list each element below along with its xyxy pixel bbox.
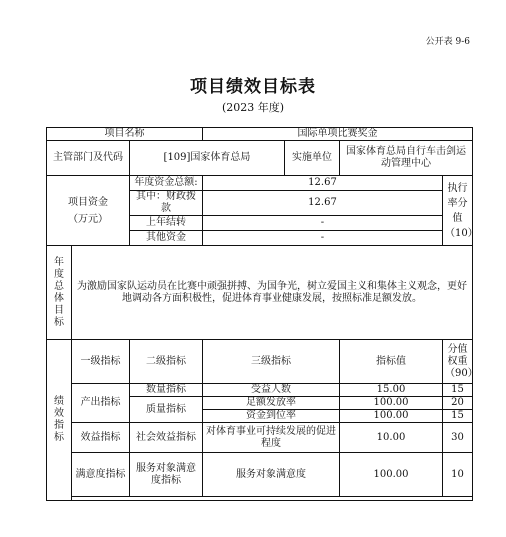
indicator-value: 15.00	[340, 384, 443, 397]
indicator-value: 100.00	[340, 453, 443, 497]
project-name-value: 国际单项比赛奖金	[203, 128, 473, 141]
funds-label: 项目资金 （万元）	[47, 176, 130, 246]
indicator-value: 100.00	[340, 410, 443, 423]
document-title: 项目绩效目标表	[190, 77, 316, 97]
table-bottom-strip	[72, 497, 473, 501]
header-weight: 分值权重 （90）	[443, 340, 473, 384]
execution-rate-label: 执行率分值 （10）	[443, 176, 473, 246]
annual-goal-text: 为激励国家队运动员在比赛中顽强拼搏、为国争光，树立爱国主义和集体主义观念，更好地调动各方面积极性，促进体育事业健康发展，按照标准足额发放。	[72, 246, 473, 340]
indicators-label: 绩 效 指 标	[47, 340, 72, 501]
funds-row-value: -	[203, 231, 443, 246]
header-level3: 三级指标	[203, 340, 340, 384]
indicator-weight: 15	[443, 410, 473, 423]
indicator-item: 资金到位率	[203, 410, 340, 423]
benefit-indicator-label: 效益指标	[72, 423, 130, 453]
indicator-weight: 15	[443, 384, 473, 397]
unit-value: 国家体育总局自行车击剑运动管理中心	[340, 141, 473, 176]
social-benefit-label: 社会效益指标	[130, 423, 203, 453]
performance-table	[46, 127, 478, 501]
funds-row-label: 上年结转	[130, 216, 203, 231]
header-level1: 一级指标	[72, 340, 130, 384]
quality-indicator-label: 质量指标	[130, 397, 203, 423]
funds-row-value: 12.67	[203, 191, 443, 216]
indicator-weight: 10	[443, 453, 473, 497]
funds-row-label: 其他资金	[130, 231, 203, 246]
indicator-weight: 20	[443, 397, 473, 410]
funds-row-label: 其中：财政拨款	[130, 191, 203, 216]
satisfaction-indicator-label: 满意度指标	[72, 453, 130, 497]
funds-row-label: 年度资金总额:	[130, 176, 203, 191]
funds-row-value: 12.67	[203, 176, 443, 191]
indicator-value: 100.00	[340, 397, 443, 410]
output-indicator-label: 产出指标	[72, 384, 130, 423]
service-satisfaction-label: 服务对象满意度指标	[130, 453, 203, 497]
page-code: 公开表 9-6	[425, 37, 470, 47]
unit-label: 实施单位	[285, 141, 340, 176]
indicator-item: 对体育事业可持续发展的促进程度	[203, 423, 340, 453]
document-year: (2023 年度)	[221, 101, 285, 114]
quantity-indicator-label: 数量指标	[130, 384, 203, 397]
dept-value: [109]国家体育总局	[130, 141, 285, 176]
indicator-value: 10.00	[340, 423, 443, 453]
dept-label: 主管部门及代码	[47, 141, 130, 176]
indicator-weight: 30	[443, 423, 473, 453]
annual-goal-label: 年 度 总 体 目 标	[47, 246, 72, 340]
funds-row-value: -	[203, 216, 443, 231]
project-name-label: 项目名称	[47, 128, 203, 141]
header-value: 指标值	[340, 340, 443, 384]
header-level2: 二级指标	[130, 340, 203, 384]
indicator-item: 受益人数	[203, 384, 340, 397]
indicator-item: 服务对象满意度	[203, 453, 340, 497]
indicator-item: 足额发放率	[203, 397, 340, 410]
